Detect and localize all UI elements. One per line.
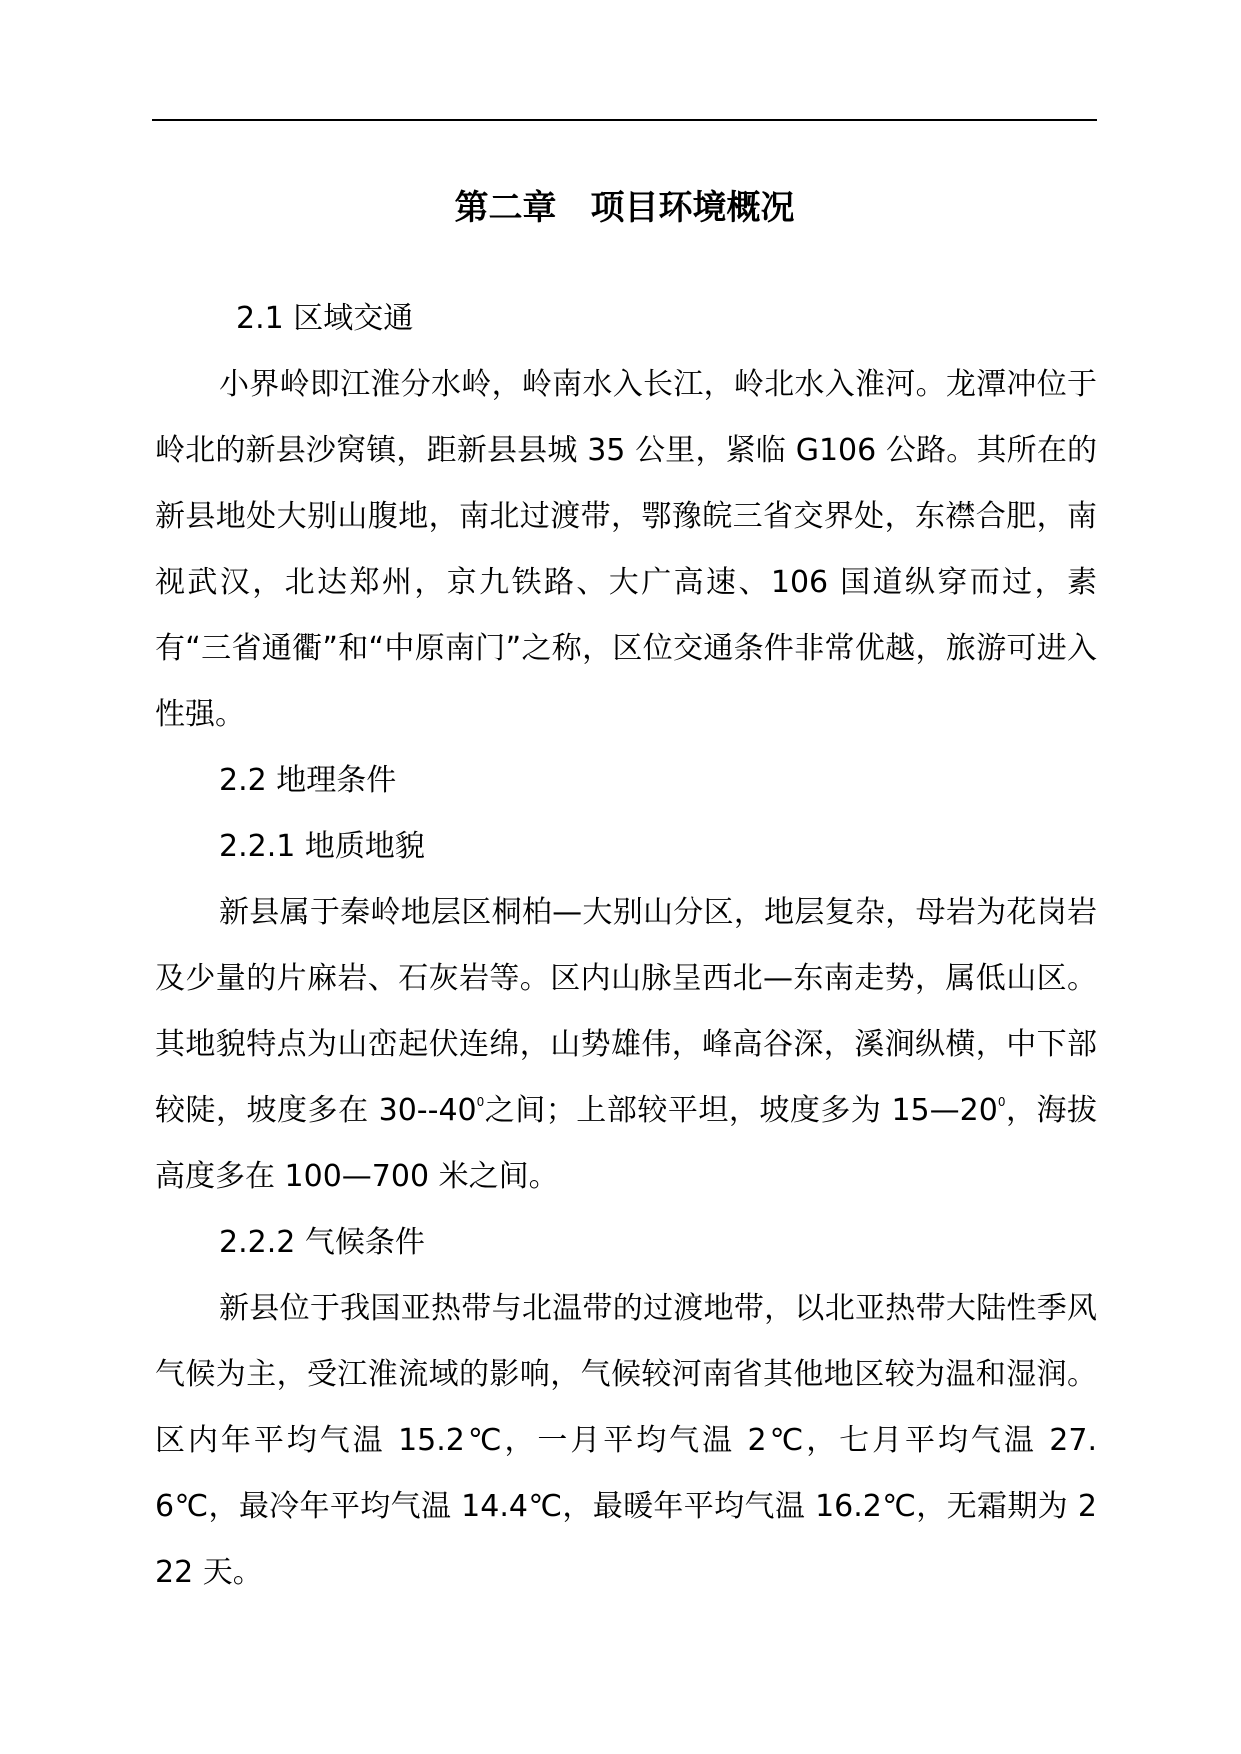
paragraph-geology-landform xyxy=(155,880,1097,1210)
paragraph-climate: 新县位于我国亚热带与北温带的过渡地带，以北亚热带大陆性季风气候为主，受江淮流域的影响，气候较河南省其他地区较为温和湿润。区内年平均气温 15.2℃，一月平均气温 2℃，七月平均气温 27.6℃，最冷年平均气温 14.4℃，最暖年平均气温 16.2℃，无霜期为 222 天。 xyxy=(155,1291,1097,1590)
chapter-title: 第二章 项目环境概况 xyxy=(454,187,795,228)
section-heading-2-2: 2.2 地理条件 xyxy=(219,763,397,798)
section-heading-2-2-2: 2.2.2 气候条件 xyxy=(219,1225,425,1260)
header-rule xyxy=(152,119,1097,121)
geology-text-part-2: 之间；上部较平坦，坡度多为 15—20 xyxy=(484,1093,998,1128)
degree-superscript: 0 xyxy=(476,1095,485,1109)
degree-superscript: 0 xyxy=(997,1095,1006,1109)
section-heading-2-1: 2.1 区域交通 xyxy=(236,301,414,336)
geology-text-part-1: 新县属于秦岭地层区桐柏—大别山分区，地层复杂，母岩为花岗岩及少量的片麻岩、石灰岩等。区内山脉呈西北—东南走势，属低山区。其地貌特点为山峦起伏连绵，山势雄伟，峰高谷深，溪涧纵横，中下部较陡，坡度多在 30--40 xyxy=(155,895,1097,1128)
paragraph-regional-transport: 小界岭即江淮分水岭，岭南水入长江，岭北水入淮河。龙潭冲位于岭北的新县沙窝镇，距新县县城 35 公里，紧临 G106 公路。其所在的新县地处大别山腹地，南北过渡带，鄂豫皖三省交界处，东襟合肥，南视武汉，北达郑州，京九铁路、大广高速、106 国道纵穿而过，素有“三省通衢”和“中原南门”之称，区位交通条件非常优越，旅游可进入性强。 xyxy=(155,367,1097,732)
section-heading-2-2-1: 2.2.1 地质地貌 xyxy=(219,829,425,864)
geology-text-part-3: ，海拔高度多在 100—700 米之间。 xyxy=(155,1093,1097,1194)
document-body xyxy=(155,286,1097,1606)
